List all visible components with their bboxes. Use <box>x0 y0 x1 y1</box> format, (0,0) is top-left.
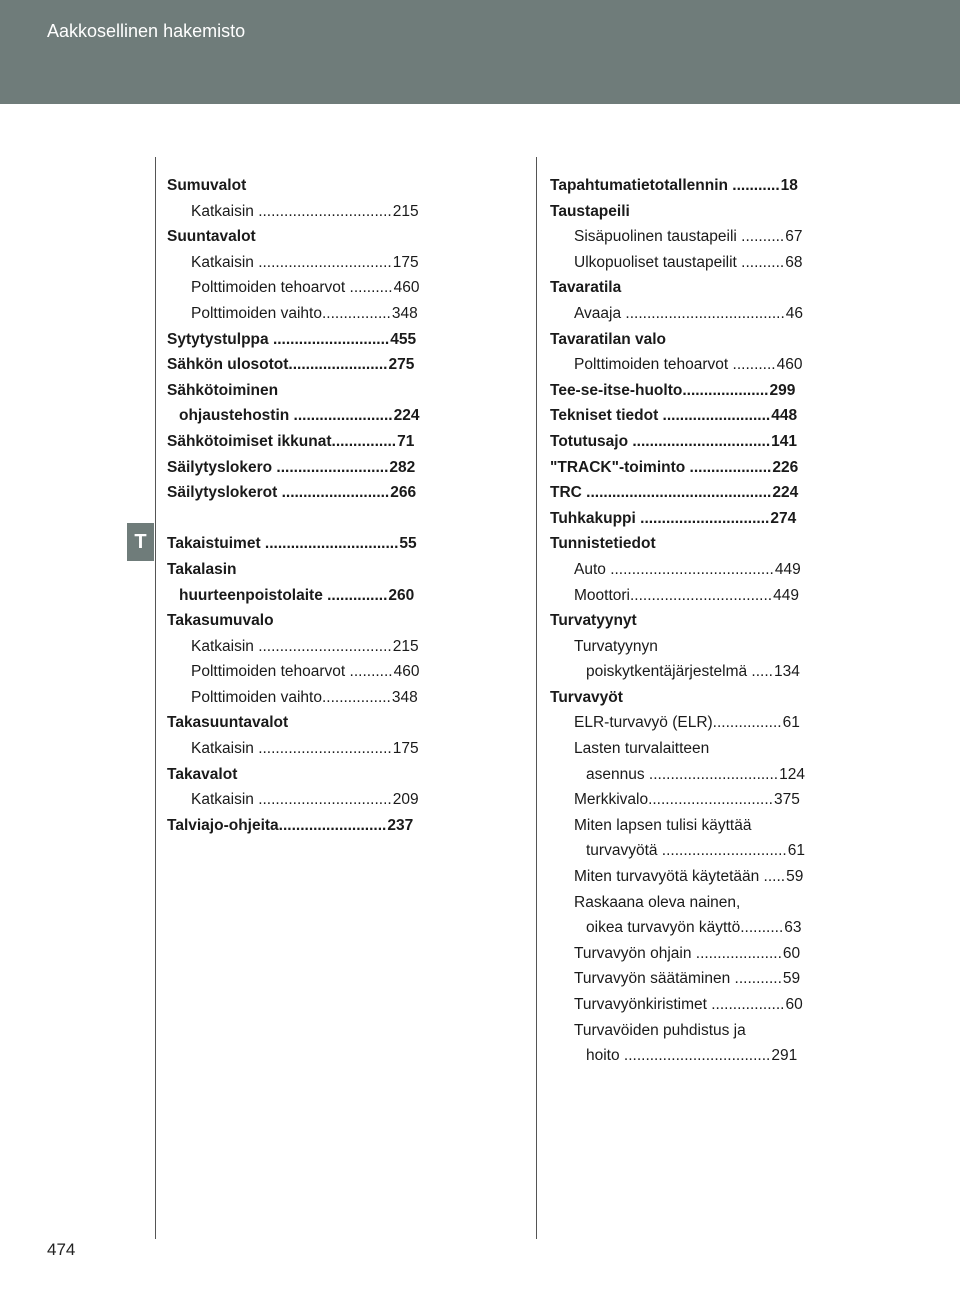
entry-term: Takavalot <box>167 765 238 783</box>
entry-term: Miten turvavyötä käytetään ..... <box>574 868 786 886</box>
index-entry <box>167 557 467 583</box>
entry-page-ref[interactable]: 455 <box>390 330 417 348</box>
index-entry <box>167 429 467 455</box>
index-entry <box>550 710 850 736</box>
index-entry <box>550 352 850 378</box>
index-entry <box>167 224 467 250</box>
index-entry <box>550 864 850 890</box>
center-column-divider <box>536 157 537 1239</box>
entry-term: TRC ........................................... <box>550 484 772 502</box>
entry-page-ref[interactable]: 59 <box>786 868 804 886</box>
entry-term: Lasten turvalaitteen <box>574 740 710 758</box>
index-entry <box>167 659 467 685</box>
entry-term: Raskaana oleva nainen, <box>574 893 741 911</box>
entry-page-ref[interactable]: 237 <box>387 816 414 834</box>
entry-term: Tuhkakuppi .............................. <box>550 509 770 527</box>
index-entry <box>550 327 850 353</box>
entry-page-ref[interactable]: 60 <box>782 944 801 962</box>
entry-term: "TRACK"-toiminto ................... <box>550 458 772 476</box>
entry-term: Suuntavalot <box>167 228 256 246</box>
index-entry <box>550 634 850 660</box>
entry-term: Takaistuimet ............................... <box>167 535 399 553</box>
entry-term: Sähkötoimiset ikkunat............... <box>167 432 397 450</box>
entry-term: Katkaisin ............................... <box>191 637 392 655</box>
entry-term: Sisäpuolinen taustapeili .......... <box>574 228 785 246</box>
entry-page-ref[interactable]: 71 <box>397 432 415 450</box>
index-entry <box>550 838 850 864</box>
entry-page-ref[interactable]: 46 <box>785 304 804 322</box>
entry-term: hoito .................................. <box>586 1047 771 1065</box>
index-entry <box>550 941 850 967</box>
entry-page-ref[interactable]: 215 <box>392 202 419 220</box>
index-entry <box>550 736 850 762</box>
entry-term: Taustapeili <box>550 202 630 220</box>
entry-page-ref[interactable]: 60 <box>785 996 803 1013</box>
entry-term: Katkaisin ............................... <box>191 791 392 809</box>
entry-page-ref[interactable]: 460 <box>393 279 420 297</box>
entry-term: Tunnistetiedot <box>550 535 656 553</box>
index-entry <box>550 403 850 429</box>
letter-tab[interactable]: T <box>127 523 154 561</box>
entry-term: ELR-turvavyö (ELR)................ <box>574 714 782 732</box>
entry-page-ref[interactable]: 175 <box>392 740 419 758</box>
entry-term: Polttimoiden tehoarvot .......... <box>191 279 393 297</box>
entry-term: Miten lapsen tulisi käyttää <box>574 816 752 834</box>
entry-term: Takalasin <box>167 560 237 578</box>
entry-term: oikea turvavyön käyttö.......... <box>586 919 784 937</box>
entry-term: Tekniset tiedot ......................... <box>550 407 771 425</box>
entry-page-ref[interactable]: 460 <box>776 356 803 374</box>
entry-page-ref[interactable]: 449 <box>774 560 801 578</box>
entry-term: Tavaratila <box>550 279 622 297</box>
entry-page-ref[interactable]: 18 <box>780 177 798 194</box>
spacer <box>167 506 467 532</box>
entry-term: turvavyötä ............................. <box>586 842 787 860</box>
entry-page-ref[interactable]: 224 <box>772 484 799 502</box>
index-entry <box>550 813 850 839</box>
entry-page-ref[interactable]: 55 <box>399 535 417 553</box>
entry-term: Polttimoiden tehoarvot .......... <box>191 663 393 681</box>
entry-term: Polttimoiden tehoarvot .......... <box>574 356 776 374</box>
entry-page-ref[interactable]: 291 <box>771 1047 798 1065</box>
entry-page-ref[interactable]: 266 <box>390 484 417 502</box>
index-entry <box>167 736 467 762</box>
entry-term: Säilytyslokero .......................... <box>167 458 389 476</box>
entry-page-ref[interactable]: 348 <box>391 688 418 706</box>
index-column-left <box>167 173 467 838</box>
entry-page-ref[interactable]: 275 <box>388 356 415 374</box>
index-entry <box>167 173 467 199</box>
entry-page-ref[interactable]: 175 <box>392 253 419 271</box>
index-entry <box>167 634 467 660</box>
entry-page-ref[interactable]: 224 <box>393 407 420 425</box>
entry-term: Katkaisin ............................... <box>191 202 392 220</box>
index-entry <box>550 480 850 506</box>
entry-term: Katkaisin ............................... <box>191 740 392 758</box>
index-entry <box>550 250 850 276</box>
entry-term: Totutusajo ................................ <box>550 432 771 450</box>
index-entry <box>550 1043 850 1069</box>
index-entry <box>550 685 850 711</box>
index-entry <box>167 531 467 557</box>
index-entry <box>167 583 467 609</box>
index-entry <box>550 966 850 992</box>
entry-page-ref[interactable]: 460 <box>393 663 420 681</box>
index-entry <box>167 352 467 378</box>
entry-page-ref[interactable]: 226 <box>772 458 799 476</box>
entry-page-ref[interactable]: 63 <box>784 919 802 937</box>
entry-term: asennus .............................. <box>586 765 779 783</box>
entry-term: Polttimoiden vaihto................ <box>191 304 391 322</box>
index-entry <box>167 787 467 813</box>
entry-page-ref[interactable]: 67 <box>785 228 803 246</box>
index-entry <box>550 608 850 634</box>
index-entry <box>167 762 467 788</box>
index-entry <box>550 378 850 404</box>
index-entry <box>550 659 850 685</box>
entry-term: Talviajo-ohjeita......................... <box>167 816 387 834</box>
entry-term: Turvavyönkiristimet ................. <box>574 996 785 1013</box>
entry-term: ohjaustehostin ....................... <box>179 407 393 425</box>
index-entry <box>550 506 850 532</box>
entry-term: Turvavöiden puhdistus ja <box>574 1021 746 1039</box>
index-entry <box>167 301 467 327</box>
entry-page-ref[interactable]: 209 <box>392 791 419 809</box>
entry-term: Merkkivalo............................. <box>574 791 773 809</box>
entry-term: Takasumuvalo <box>167 612 274 630</box>
header-bar <box>0 0 960 104</box>
entry-page-ref[interactable]: 141 <box>771 432 798 450</box>
index-entry <box>550 1018 850 1044</box>
index-entry <box>167 710 467 736</box>
entry-page-ref[interactable]: 299 <box>769 381 796 399</box>
entry-term: Turvavyön ohjain .................... <box>574 944 782 962</box>
entry-term: Katkaisin ............................... <box>191 253 392 271</box>
entry-page-ref[interactable]: 68 <box>785 253 803 271</box>
entry-page-ref[interactable]: 61 <box>787 842 805 860</box>
left-column-divider <box>155 157 156 1239</box>
entry-term: Tee-se-itse-huolto.................... <box>550 381 769 399</box>
entry-term: Tapahtumatietotallennin ........... <box>550 177 780 194</box>
entry-term: Avaaja ..................................... <box>574 304 785 322</box>
entry-page-ref[interactable]: 375 <box>773 791 800 809</box>
entry-page-ref[interactable]: 215 <box>392 637 419 655</box>
index-entry <box>550 583 850 609</box>
entry-term: Moottori................................. <box>574 586 773 604</box>
index-entry <box>167 275 467 301</box>
index-entry <box>550 787 850 813</box>
index-entry <box>550 224 850 250</box>
section-title: Aakkosellinen hakemisto <box>47 21 246 41</box>
entry-page-ref[interactable]: 348 <box>391 304 418 322</box>
entry-term: Turvatyynyn <box>574 637 658 655</box>
index-entry <box>167 403 467 429</box>
page-number: 474 <box>47 1240 76 1259</box>
entry-term: Auto ...................................... <box>574 560 774 578</box>
index-entry <box>167 608 467 634</box>
index-entry <box>550 301 850 327</box>
entry-page-ref[interactable]: 282 <box>389 458 416 476</box>
index-entry <box>550 275 850 301</box>
index-entry <box>167 327 467 353</box>
index-entry <box>167 250 467 276</box>
index-entry <box>167 685 467 711</box>
index-entry <box>550 557 850 583</box>
entry-term: Ulkopuoliset taustapeilit .......... <box>574 253 785 271</box>
index-entry <box>550 915 850 941</box>
entry-term: Takasuuntavalot <box>167 714 289 732</box>
index-entry <box>550 173 850 199</box>
entry-page-ref[interactable]: 59 <box>782 970 801 988</box>
entry-term: huurteenpoistolaite .............. <box>179 586 388 604</box>
entry-term: Tavaratilan valo <box>550 330 667 348</box>
entry-term: Turvatyynyt <box>550 612 637 630</box>
index-entry <box>550 531 850 557</box>
entry-term: Sähkötoiminen <box>167 381 279 399</box>
entry-page-ref[interactable]: 124 <box>779 765 805 783</box>
entry-page-ref[interactable]: 449 <box>773 586 799 604</box>
entry-page-ref[interactable]: 61 <box>782 714 800 732</box>
entry-page-ref[interactable]: 274 <box>770 509 797 527</box>
index-entry <box>550 455 850 481</box>
entry-page-ref[interactable]: 134 <box>773 663 800 681</box>
index-entry <box>167 480 467 506</box>
entry-term: poiskytkentäjärjestelmä ..... <box>586 663 773 681</box>
entry-term: Polttimoiden vaihto................ <box>191 688 391 706</box>
entry-page-ref[interactable]: 448 <box>771 407 798 425</box>
index-entry <box>550 199 850 225</box>
index-entry <box>167 378 467 404</box>
index-entry <box>167 455 467 481</box>
index-column-right <box>550 173 850 1069</box>
index-entry <box>167 813 467 839</box>
entry-term: Sumuvalot <box>167 177 247 194</box>
entry-term: Sytytystulppa ........................... <box>167 330 390 348</box>
entry-term: Turvavyöt <box>550 688 623 706</box>
index-entry <box>550 992 850 1018</box>
index-entry <box>167 199 467 225</box>
index-entry <box>550 890 850 916</box>
entry-term: Turvavyön säätäminen ........... <box>574 970 782 988</box>
index-entry <box>550 429 850 455</box>
index-entry <box>550 762 850 788</box>
entry-term: Säilytyslokerot ......................... <box>167 484 390 502</box>
entry-term: Sähkön ulosotot....................... <box>167 356 388 374</box>
entry-page-ref[interactable]: 260 <box>388 586 415 604</box>
